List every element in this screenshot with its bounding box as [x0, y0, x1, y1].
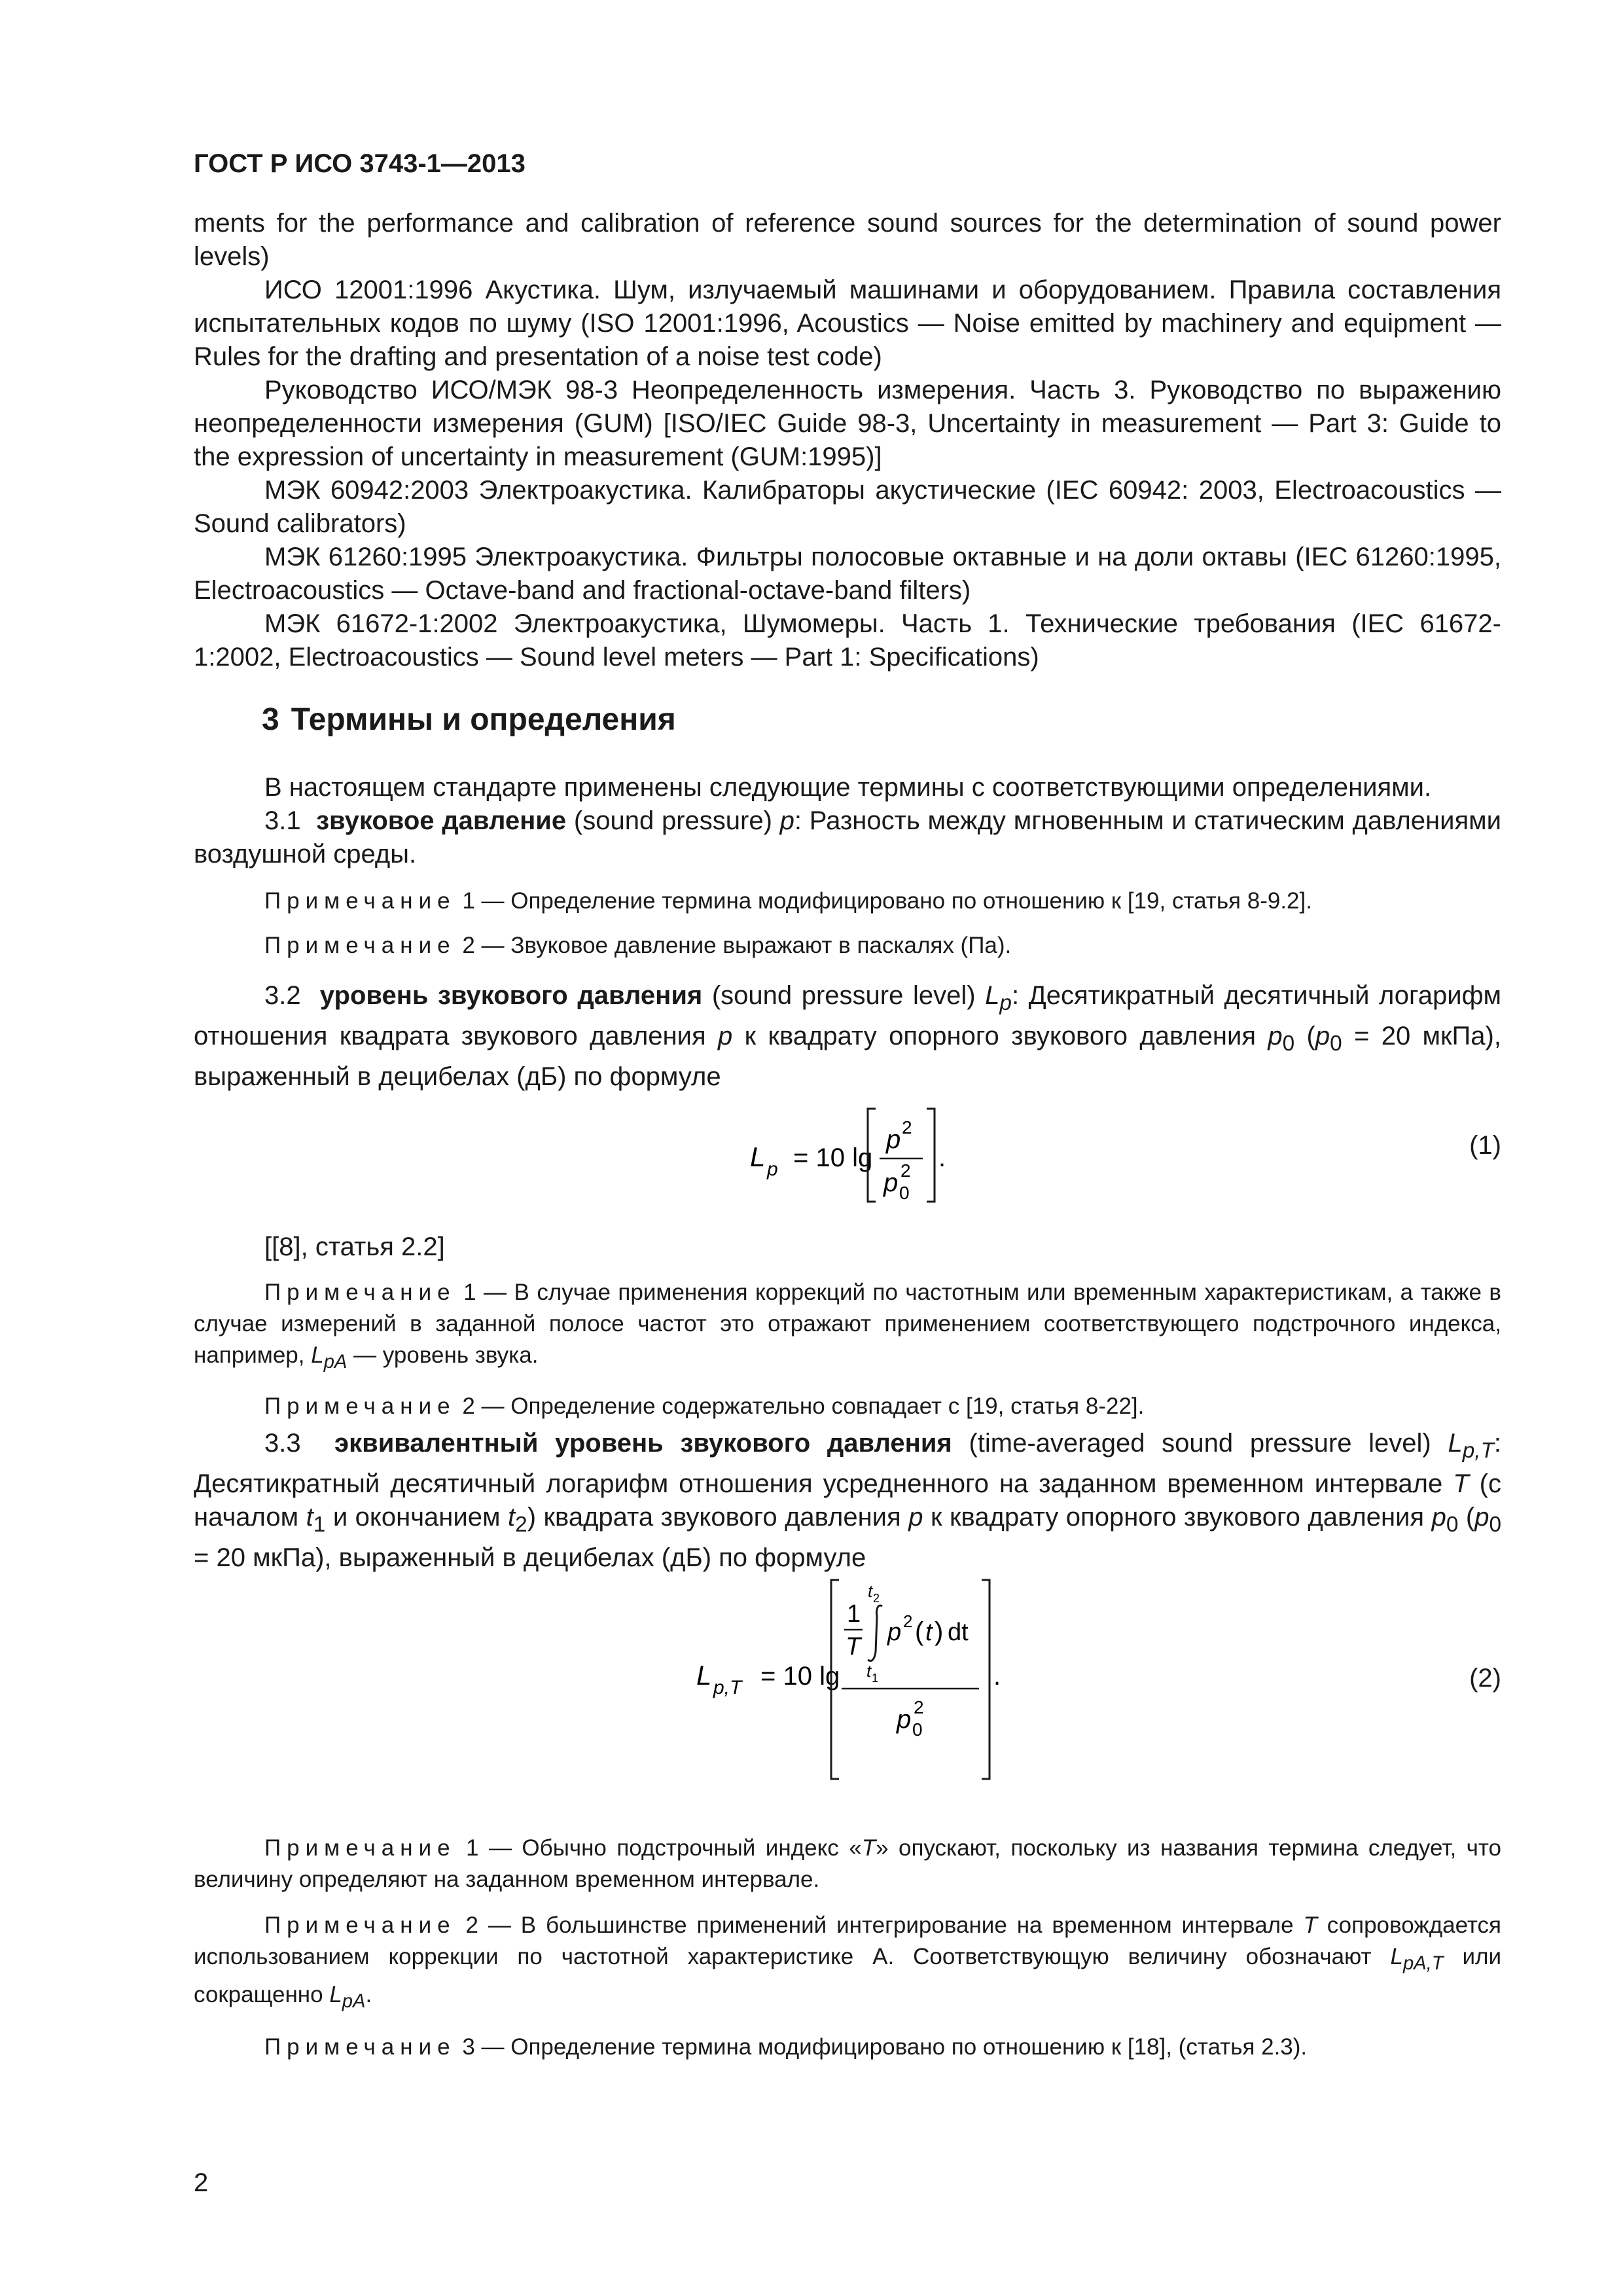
note-text: В случае применения коррекций по частотным или временным характеристикам, а также в случае измерений в заданной полосе частот это отражают применением соответствующего подстрочного индекса, например,: [194, 1280, 1501, 1368]
integrand-p: p: [887, 1619, 902, 1646]
term-name: эквивалентный уровень звукового давления: [334, 1429, 952, 1458]
symbol-subscript: 2: [515, 1513, 527, 1537]
term-number: 3.3: [264, 1429, 301, 1458]
formula-denominator-sub: 0: [899, 1183, 910, 1203]
term-name: уровень звукового давления: [319, 981, 703, 1010]
references-list: [194, 207, 1501, 674]
note: [194, 930, 1501, 961]
definition-text: : Десятикратный десятичный логарифм отношения квадрата звукового давления: [194, 981, 1502, 1050]
term-english: (sound pressure level): [711, 981, 976, 1010]
term-3-3-notes: [194, 1833, 1501, 2063]
note-label: Примечание: [264, 1393, 456, 1419]
formula-lhs: L: [696, 1660, 712, 1691]
symbol-p: p: [908, 1503, 923, 1532]
integrand-dt: dt: [948, 1619, 969, 1646]
note: [194, 1391, 1501, 1422]
formula-1-number: (1): [1469, 1131, 1501, 1160]
note: [194, 886, 1501, 917]
symbol-t: T: [1453, 1469, 1469, 1498]
formula-2-graphic: [694, 1571, 1034, 1787]
definition-text: к квадрату опорного звукового давления: [931, 1503, 1425, 1532]
term-english: (sound pressure): [573, 806, 772, 835]
note-text: Определение содержательно совпадает с [19, статья 8-22].: [510, 1393, 1145, 1419]
integrand-t: t: [925, 1619, 933, 1646]
term-symbol-subscript: p: [999, 991, 1012, 1015]
note-number: 2 —: [462, 1393, 511, 1419]
definition-text: (с началом: [194, 1469, 1501, 1532]
term-number: 3.1: [264, 806, 301, 835]
symbol-subscript: 0: [1489, 1513, 1502, 1537]
note-text: — уровень звука.: [347, 1342, 539, 1368]
term-3-3-definition: [194, 1427, 1501, 1575]
note-text: » опускают, поскольку из названия термина следует, что величину определяют на заданном временном интервале.: [194, 1835, 1501, 1892]
term-3-1-definition: [194, 804, 1501, 871]
integral-upper: t: [868, 1581, 873, 1601]
formula-denominator: p: [883, 1168, 899, 1197]
formula-1-graphic: [746, 1100, 1008, 1211]
note: [194, 1277, 1501, 1378]
note-text: В большинстве применений интегрирование на временном интервале: [520, 1912, 1294, 1938]
term-english: (time-averaged sound pressure level): [969, 1429, 1431, 1458]
formula-numerator-sup: 2: [902, 1117, 912, 1138]
integral-lower: t: [866, 1661, 872, 1681]
note-text: Обычно подстрочный индекс «: [522, 1835, 862, 1861]
symbol-subscript: 1: [313, 1513, 326, 1537]
symbol-p: p: [718, 1022, 733, 1050]
symbol-p0: p: [1431, 1503, 1446, 1532]
source-reference: [[8], статья 2.2]: [264, 1232, 445, 1261]
integral-lower-sub: 1: [872, 1672, 879, 1685]
symbol-subscript: 0: [1446, 1513, 1459, 1537]
symbol-p0: p: [1268, 1022, 1283, 1050]
note-number: 1 —: [463, 1280, 514, 1305]
note-label: Примечание: [264, 1280, 456, 1305]
symbol-t1: t: [306, 1503, 313, 1532]
definition-text: = 20 мкПа), выраженный в децибелах (дБ) по формуле: [194, 1022, 1501, 1091]
formula-2-number: (2): [1469, 1664, 1501, 1693]
definition-text: ) квадрата звукового давления: [527, 1503, 901, 1532]
reference-item: ИСО 12001:1996 Акустика. Шум, излучаемый машинами и оборудованием. Правила составления испытательных кодов по шуму (ISO 12001:1996, Acoustics — Noise emitted by machinery and equipment — Rules for the drafting and presentation of a noise test code): [194, 276, 1501, 371]
section-title: Термины и определения: [291, 702, 676, 737]
definition-text: к квадрату опорного звукового давления: [744, 1022, 1256, 1050]
term-name: звуковое давление: [316, 806, 567, 835]
formula-denominator-sub: 0: [912, 1719, 923, 1740]
formula-lhs: L: [750, 1141, 766, 1172]
symbol-p0: p: [1315, 1022, 1330, 1050]
symbol-subscript: pA,T: [1402, 1953, 1444, 1974]
note-text: сопровождается использованием коррекции по частотной характеристике А. Соответствующую величину обозначают: [194, 1912, 1501, 1969]
intro-paragraph: В настоящем стандарте применены следующие термины с соответствующими определениями.: [264, 773, 1432, 802]
formula-denominator: p: [897, 1705, 912, 1734]
page-number: 2: [194, 2168, 209, 2197]
term-3-2-notes: [194, 1230, 1501, 1422]
note: [194, 2032, 1501, 2063]
note-number: 1 —: [466, 1835, 522, 1861]
definition-text: (: [1465, 1503, 1475, 1532]
note-number: 2 —: [462, 933, 511, 958]
reference-item: Руководство ИСО/МЭК 98-3 Неопределенность измерения. Часть 3. Руководство по выражению неопределенности измерения (GUM) [ISO/IEC Guide 98-3, Uncertainty in measurement — Part 3: Guide to the expression of uncertainty in measurement (GUM:1995)]: [194, 376, 1501, 471]
term-3-3-block: [194, 1427, 1501, 1575]
formula-1: [746, 1100, 1008, 1211]
note-label: Примечание: [264, 2034, 456, 2060]
formula-dot: .: [938, 1143, 946, 1172]
fraction-t: T: [846, 1633, 861, 1660]
section-number: 3: [262, 702, 279, 737]
formula-lhs-sub: p,T: [713, 1677, 742, 1698]
symbol-t: T: [861, 1835, 876, 1861]
definition-text: (: [1306, 1022, 1315, 1050]
symbol-l: L: [329, 1982, 342, 2007]
formula-dot: .: [993, 1662, 1001, 1691]
integrand-sup: 2: [903, 1611, 913, 1631]
formula-denominator-sup: 2: [914, 1697, 924, 1717]
term-3-1-block: [194, 771, 1501, 961]
formula-numerator: p: [886, 1125, 901, 1154]
term-symbol-subscript: p,T: [1462, 1439, 1494, 1463]
note-number: 1 —: [462, 888, 511, 914]
integral-upper-sub: 2: [873, 1592, 880, 1605]
right-bracket: [982, 1580, 990, 1779]
term-number: 3.2: [264, 981, 301, 1010]
note-text: Определение термина модифицировано по отношению к [18], (статья 2.3).: [510, 2034, 1308, 2060]
term-symbol: L: [1448, 1429, 1463, 1458]
note: Примечание 2 — В большинстве применений интегрирование на временном интервале T сопровождается использованием коррекции по частотной характеристике А. Соответствующую величину обозначают $L_{pA,T}$ или сокращенно $L_{pA}$.: [194, 1912, 1501, 2012]
reference-item: МЭК 61672-1:2002 Электроакустика, Шумомеры. Часть 1. Технические требования (IEC 61672-1:2002, Electroacoustics — Sound level meters — Part 1: Specifications): [194, 609, 1501, 672]
term-definition-text: : Разность между мгновенным и статическим давлениями воздушной среды.: [194, 806, 1501, 869]
symbol-subscript: 0: [1282, 1031, 1295, 1056]
symbol-t: T: [1303, 1912, 1317, 1938]
right-bracket: [927, 1109, 935, 1202]
symbol-p0: p: [1474, 1503, 1489, 1532]
reference-item: МЭК 60942:2003 Электроакустика. Калибраторы акустические (IEC 60942: 2003, Electroacoustics — Sound calibrators): [194, 476, 1501, 538]
note-label: Примечание: [264, 933, 456, 958]
paren-open: (: [915, 1617, 924, 1646]
note-text: Звуковое давление выражают в паскалях (Па).: [510, 933, 1012, 958]
section-heading: [262, 702, 676, 738]
note-text: или сокращенно: [194, 1944, 1501, 2007]
definition-text: : Десятикратный десятичный логарифм отношения усредненного на заданном временном интервале: [194, 1429, 1501, 1498]
formula-lhs-sub: p: [767, 1158, 778, 1180]
fraction-one: 1: [847, 1600, 861, 1628]
term-3-2-block: [194, 979, 1501, 1094]
formula-eq: = 10 lg: [793, 1143, 873, 1172]
symbol-subscript: 0: [1330, 1031, 1342, 1056]
symbol-l: L: [1390, 1944, 1403, 1969]
symbol-subscript: pA: [342, 1991, 366, 2012]
term-symbol: p: [779, 806, 794, 835]
reference-item: МЭК 61260:1995 Электроакустика. Фильтры полосовые октавные и на доли октавы (IEC 61260:1995, Electroacoustics — Octave-band and fractional-octave-band filters): [194, 543, 1501, 605]
formula-2: [694, 1571, 1034, 1787]
symbol-l: L: [311, 1342, 324, 1368]
note-text: Определение термина модифицировано по отношению к [19, статья 8-9.2].: [510, 888, 1312, 914]
document-header: ГОСТ Р ИСО 3743-1—2013: [194, 149, 526, 178]
formula-eq: = 10 lg: [760, 1662, 840, 1691]
definition-text: = 20 мкПа), выраженный в децибелах (дБ) по формуле: [194, 1543, 866, 1572]
reference-item: ments for the performance and calibration of reference sound sources for the determination of sound power levels): [194, 209, 1501, 271]
definition-text: и окончанием: [332, 1503, 501, 1532]
note: [194, 1833, 1501, 1895]
symbol-t2: t: [508, 1503, 516, 1532]
formula-denominator-sup: 2: [901, 1160, 911, 1181]
paren-close: ): [935, 1617, 944, 1646]
integral-sign: [868, 1605, 882, 1661]
symbol-subscript: pA: [323, 1352, 348, 1372]
note-number: 2 —: [465, 1912, 521, 1938]
note-number: 3 —: [462, 2034, 511, 2060]
note-label: Примечание: [264, 1835, 456, 1861]
term-symbol: L: [985, 981, 1000, 1010]
note-label: Примечание: [264, 888, 456, 914]
note-label: Примечание: [264, 1912, 456, 1938]
term-3-2-definition: [194, 979, 1501, 1094]
